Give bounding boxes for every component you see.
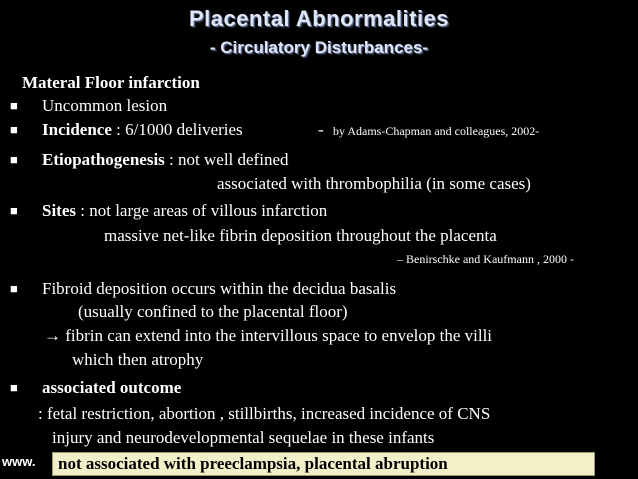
etiopathogenesis-value: : not well defined: [164, 150, 289, 169]
bullet-uncommon: Uncommon lesion: [42, 96, 168, 115]
incidence-value: : 6/1000 deliveries: [111, 120, 243, 139]
slide-subtitle: - Circulatory Disturbances-: [209, 38, 429, 57]
bullet-outcome: associated outcome: [42, 378, 182, 397]
bullet-icon: ■: [10, 122, 18, 137]
highlight-box: [52, 452, 595, 476]
bullet-icon: ■: [10, 98, 18, 113]
incidence-dash: -: [318, 120, 324, 139]
etiopathogenesis-label: Etiopathogenesis: [42, 150, 165, 169]
outcome-line3: injury and neurodevelopmental sequelae in these infants: [52, 428, 435, 447]
highlight-text: not associated with preeclampsia, placental abruption: [58, 454, 448, 473]
bullet-etiopathogenesis: [42, 150, 289, 170]
incidence-label: Incidence: [42, 120, 112, 139]
slide-title: Placental Abnormalities: [188, 6, 450, 31]
section-heading: Materal Floor infarction: [22, 73, 200, 92]
etiopathogenesis-line2: associated with thrombophilia (in some cases): [217, 174, 531, 193]
sites-value: : not large areas of villous infarction: [76, 201, 328, 220]
sites-label: Sites: [42, 201, 76, 220]
bullet-icon: ■: [10, 281, 18, 296]
bullet-incidence: [42, 120, 243, 140]
bullet-sites: [42, 201, 327, 221]
incidence-citation: by Adams-Chapman and colleagues, 2002-: [333, 124, 540, 138]
fibroid-line4: which then atrophy: [72, 350, 204, 369]
bullet-icon: ■: [10, 380, 18, 395]
fibroid-line3: → fibrin can extend into the intervillous space to envelop the villi: [44, 326, 493, 345]
footer-url: www.: [2, 454, 36, 469]
bullet-icon: ■: [10, 152, 18, 167]
bullet-fibroid: Fibroid deposition occurs within the decidua basalis: [42, 279, 397, 298]
fibroid-line2: (usually confined to the placental floor): [78, 302, 348, 321]
bullet-icon: ■: [10, 203, 18, 218]
outcome-line2: : fetal restriction, abortion , stillbirths, increased incidence of CNS: [38, 404, 491, 423]
citation-benirschke: – Benirschke and Kaufmann , 2000 -: [397, 252, 574, 266]
sites-line2: massive net-like fibrin deposition throughout the placenta: [104, 226, 497, 245]
